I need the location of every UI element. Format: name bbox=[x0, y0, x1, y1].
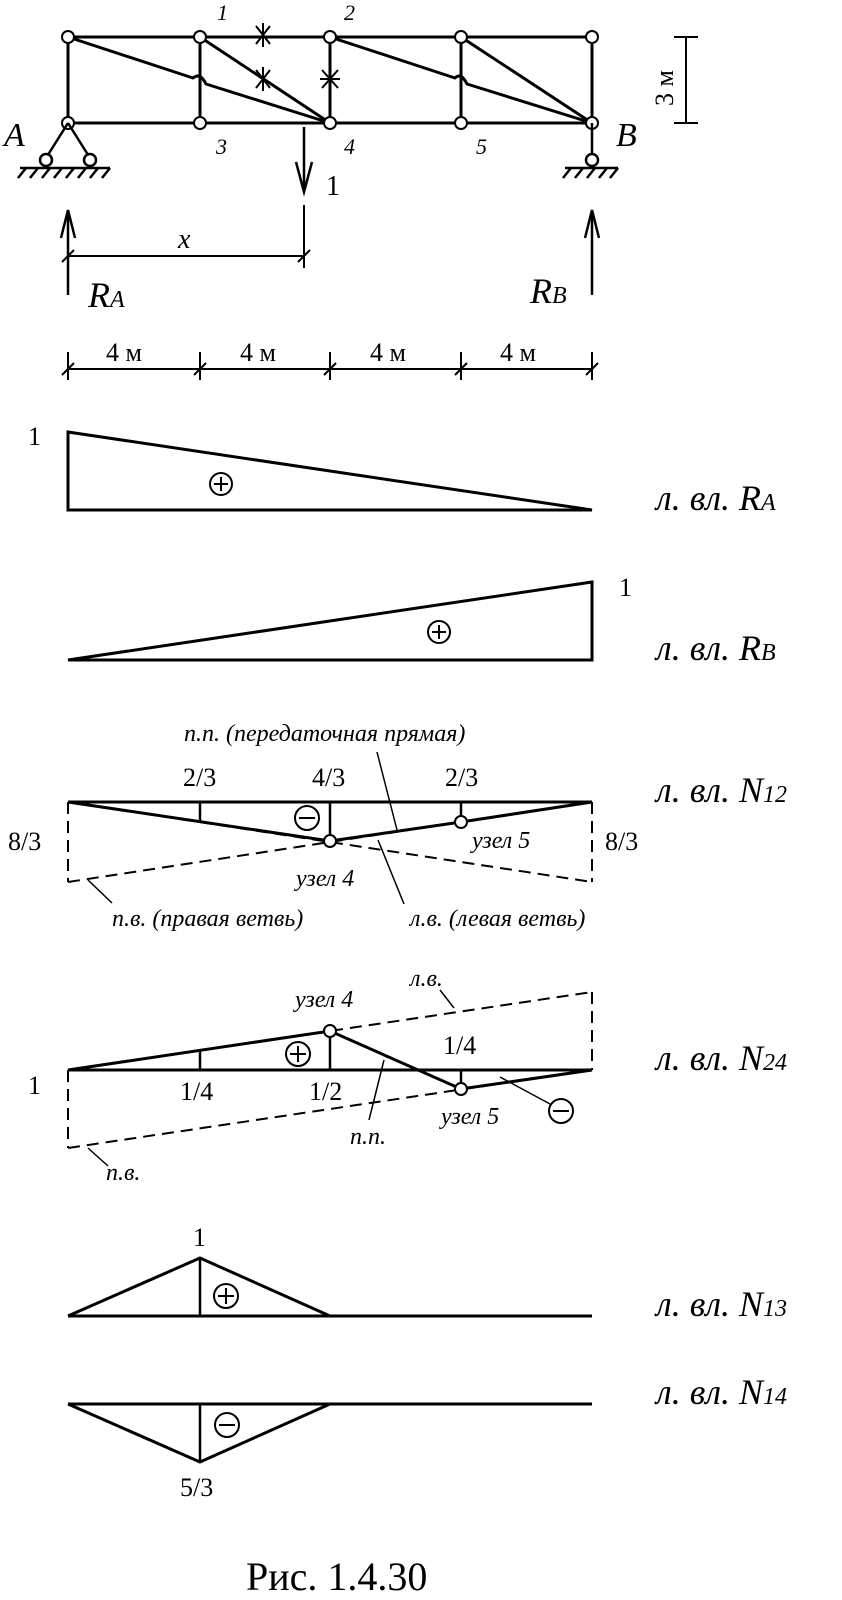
n12-lv-label: л.в. (левая ветвь) bbox=[410, 906, 586, 932]
unit-load-arrow bbox=[296, 127, 312, 192]
influence-line-ra bbox=[28, 422, 776, 518]
ra-value: 1 bbox=[28, 422, 41, 451]
node-2-label: 2 bbox=[344, 0, 355, 25]
n12-val-8-3-left: 8/3 bbox=[8, 827, 42, 856]
n12-val-8-3-right: 8/3 bbox=[605, 827, 639, 856]
n13-value: 1 bbox=[193, 1223, 206, 1252]
reaction-b-label: RB bbox=[530, 271, 567, 311]
support-b-roller bbox=[563, 123, 618, 178]
node-top-5 bbox=[455, 31, 467, 43]
panel-dim-1: 4 м bbox=[106, 338, 142, 367]
n12-val-4-3: 4/3 bbox=[312, 763, 346, 792]
n24-title: л. вл. N24 bbox=[656, 1038, 788, 1078]
cut-mark-diagonal bbox=[256, 67, 270, 91]
n24-val-1-4-left: 1/4 bbox=[180, 1077, 214, 1106]
node-4-label: 4 bbox=[344, 134, 355, 159]
reaction-a-label: RA bbox=[88, 275, 125, 315]
n12-val-2-3-right: 2/3 bbox=[445, 763, 479, 792]
influence-line-rb bbox=[68, 573, 776, 668]
n12-pv-label: п.в. (правая ветвь) bbox=[112, 906, 304, 932]
diagonal-5top-b bbox=[461, 37, 592, 123]
support-a-pin bbox=[18, 123, 110, 178]
x-label: x bbox=[178, 224, 191, 255]
n24-pv-label: п.в. bbox=[106, 1160, 141, 1186]
node-2 bbox=[324, 31, 336, 43]
node-5 bbox=[455, 117, 467, 129]
influence-line-n24 bbox=[28, 966, 787, 1186]
rb-title: л. вл. RB bbox=[656, 628, 776, 668]
n12-node4-label: узел 4 bbox=[296, 866, 355, 892]
n24-val-1: 1 bbox=[28, 1071, 41, 1100]
load-label: 1 bbox=[326, 171, 340, 202]
n24-val-1-4-right: 1/4 bbox=[443, 1031, 477, 1060]
n12-title: л. вл. N12 bbox=[656, 770, 788, 810]
influence-line-n12 bbox=[8, 721, 787, 932]
n24-pp-label: п.п. bbox=[350, 1124, 386, 1150]
node-top-a bbox=[62, 31, 74, 43]
node-4 bbox=[324, 117, 336, 129]
n24-node4-label: узел 4 bbox=[295, 987, 354, 1013]
n24-val-1-2: 1/2 bbox=[309, 1077, 343, 1106]
n14-value: 5/3 bbox=[180, 1473, 214, 1502]
n12-val-2-3-left: 2/3 bbox=[183, 763, 217, 792]
influence-line-n14 bbox=[68, 1372, 787, 1502]
panel-dim-2: 4 м bbox=[240, 338, 276, 367]
node-top-b bbox=[586, 31, 598, 43]
node-3-label: 3 bbox=[216, 134, 227, 159]
panel-dim-4: 4 м bbox=[500, 338, 536, 367]
figure-caption: Рис. 1.4.30 bbox=[246, 1554, 428, 1599]
n12-node5-label: узел 5 bbox=[472, 828, 531, 854]
support-a-label: A bbox=[4, 117, 25, 154]
reaction-arrows bbox=[61, 210, 599, 295]
n13-title: л. вл. N13 bbox=[656, 1284, 788, 1324]
influence-line-n13 bbox=[68, 1223, 787, 1324]
node-3 bbox=[194, 117, 206, 129]
n12-pp-label: п.п. (передаточная прямая) bbox=[184, 721, 466, 747]
cut-mark-top bbox=[256, 23, 270, 47]
node-1 bbox=[194, 31, 206, 43]
rb-value: 1 bbox=[619, 573, 632, 602]
height-dim-label: 3 м bbox=[650, 70, 679, 106]
support-b-label: B bbox=[616, 117, 637, 154]
panel-dim-3: 4 м bbox=[370, 338, 406, 367]
n14-title: л. вл. N14 bbox=[656, 1372, 788, 1412]
node-1-label: 1 bbox=[217, 0, 228, 25]
n24-lv-label: л.в. bbox=[410, 966, 443, 992]
node-5-label: 5 bbox=[476, 134, 487, 159]
n24-node5-label: узел 5 bbox=[441, 1104, 500, 1130]
ra-title: л. вл. RA bbox=[656, 478, 776, 518]
